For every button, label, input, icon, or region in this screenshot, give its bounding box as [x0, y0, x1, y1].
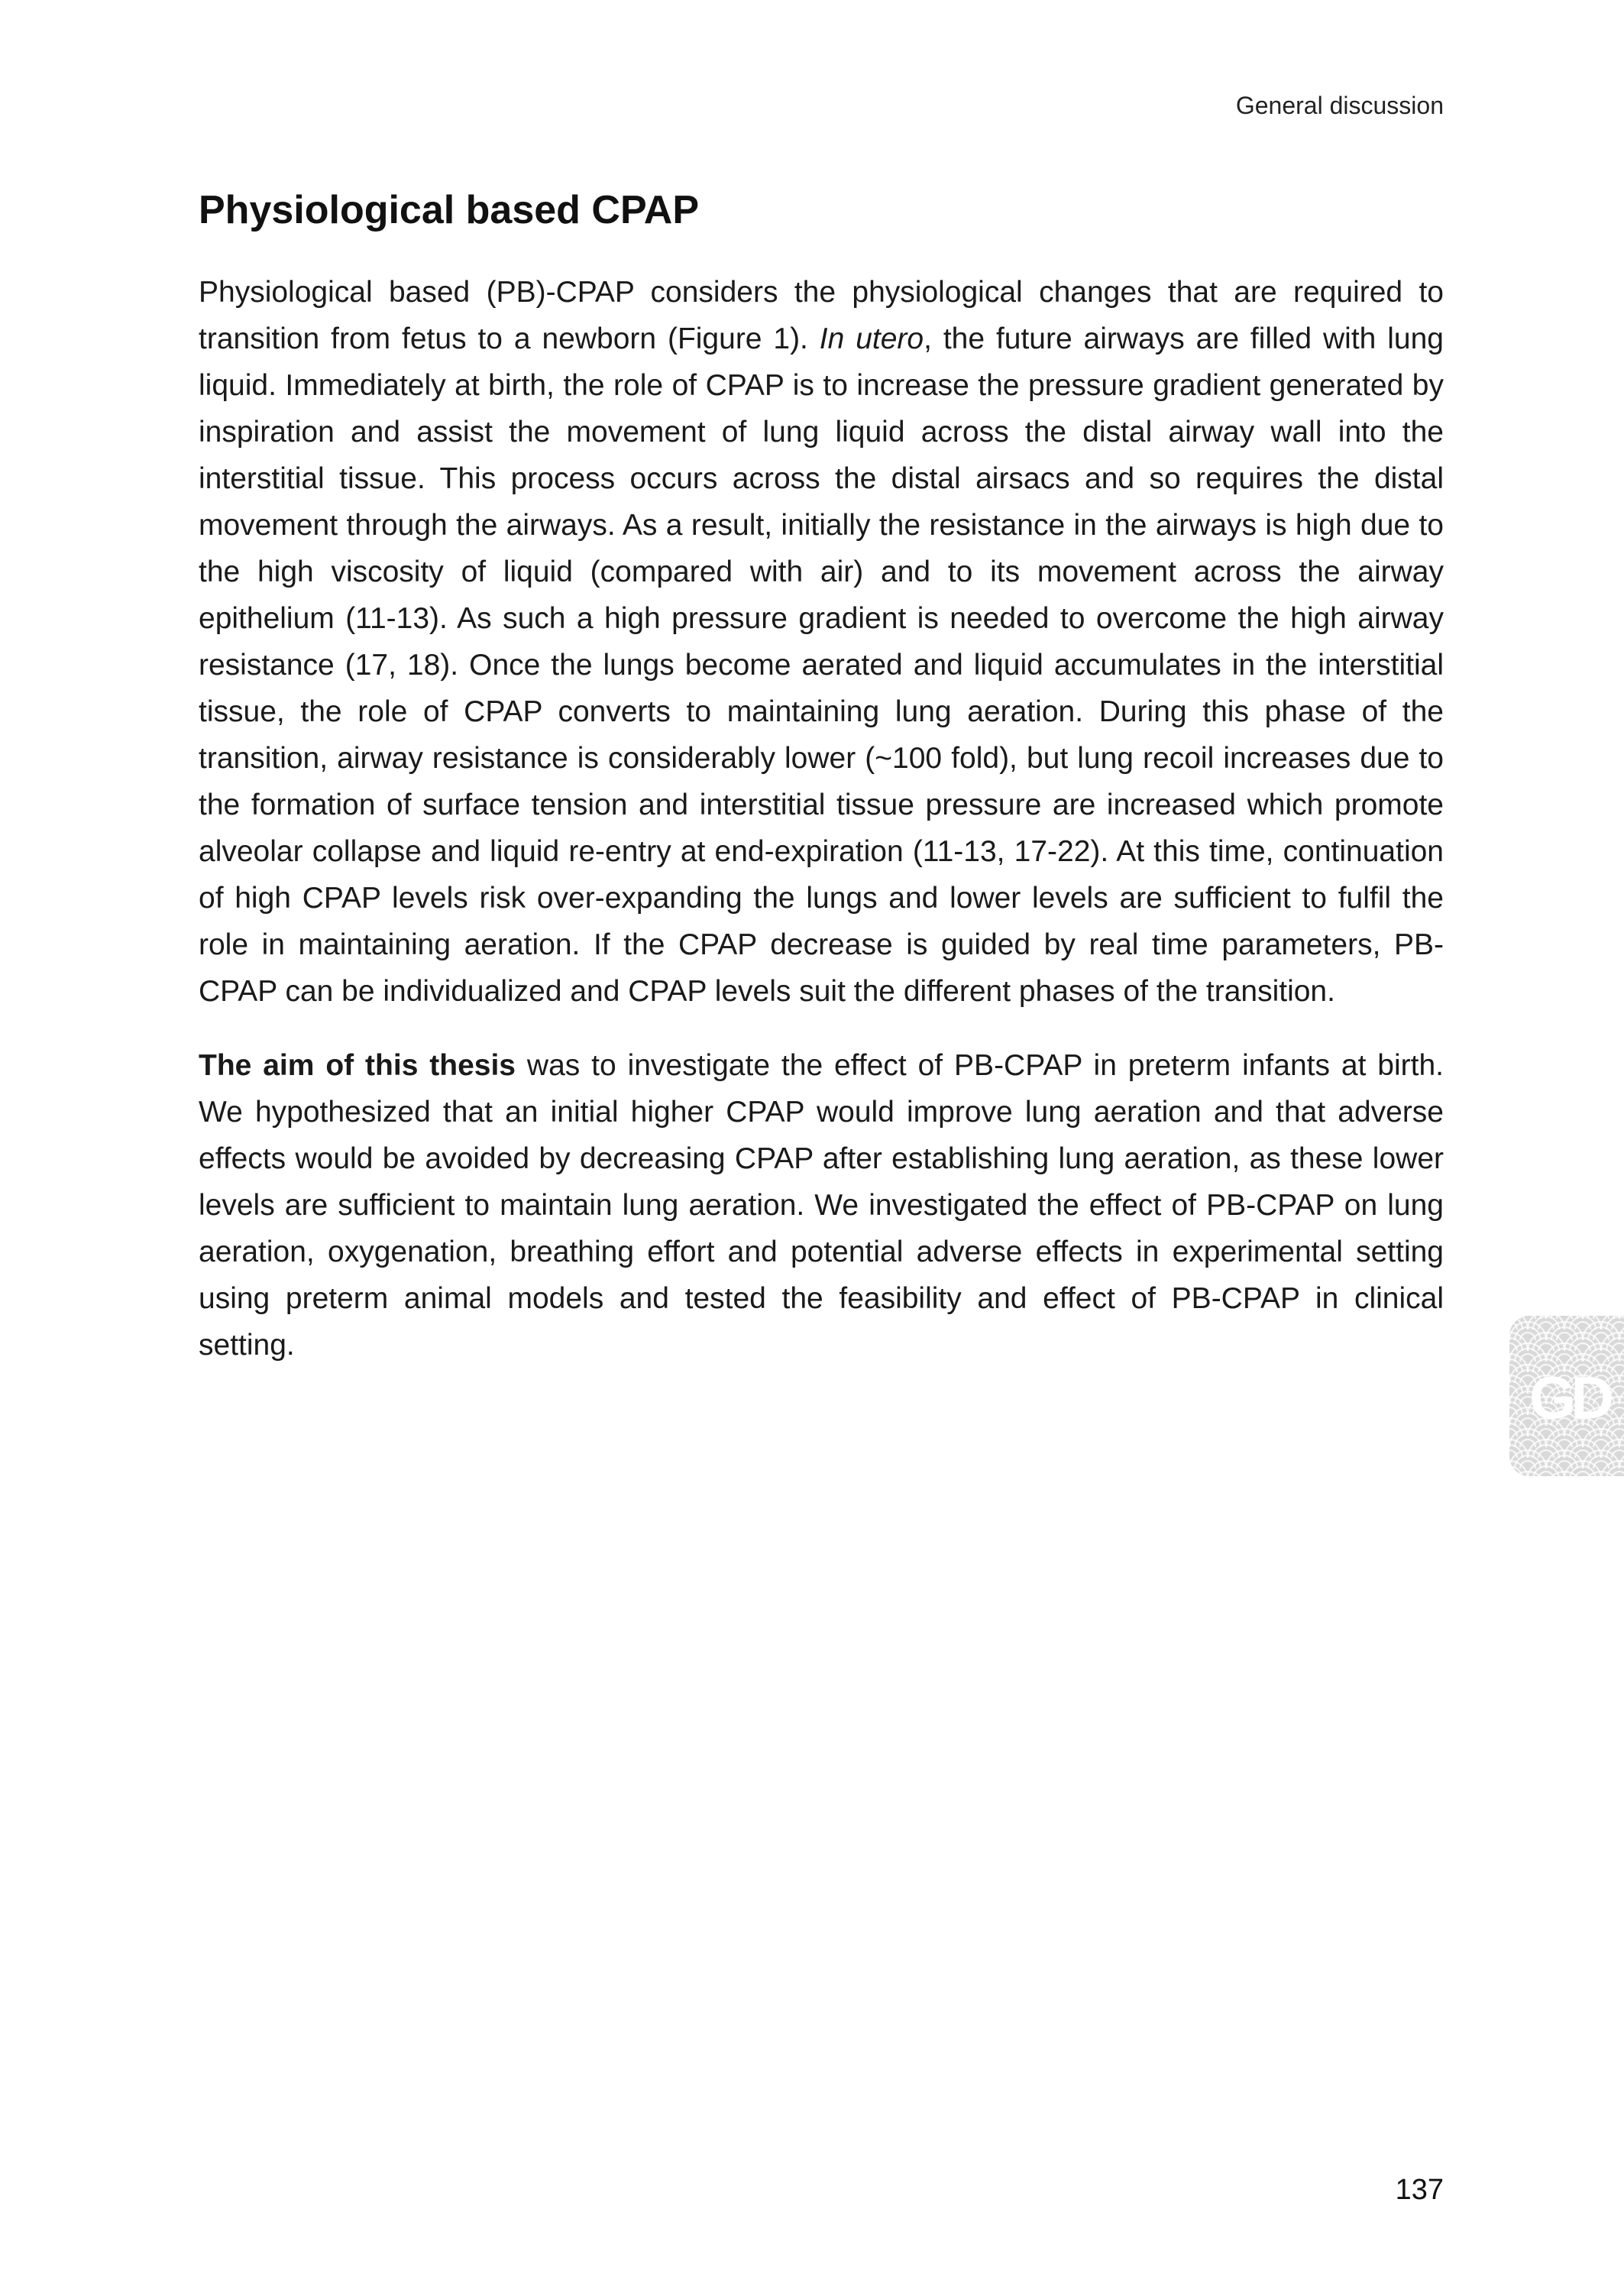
- italic-term: In utero: [819, 322, 924, 355]
- wave-arc: [1515, 1316, 1541, 1319]
- text-run: , the future airways are filled with lung liquid. Immediately at birth, the role of CPAP is to increase the pressure gradient generated by inspiration and assist the movement of lung liquid across the distal airway wall into the interstitial tissue. This process occurs across the distal airsacs and so requires the distal movement through the airways. As a result, initially the resistance in the airways is high due to the high viscosity of liquid (compared with air) and to its movement across the airway epithelium (11-13). As such a high pressure gradient is needed to overcome the high airway resistance (17, 18). Once the lungs become aerated and liquid accumulates in the interstitial tissue, the role of CPAP converts to maintaining lung aeration. During this phase of the transition, airway resistance is considerably lower (~100 fold), but lung recoil increases due to the formation of surface tension and interstitial tissue pressure are increased which promote alveolar collapse and liquid re-entry at end-expiration (11-13, 17-22). At this time, continuation of high CPAP levels risk over-expanding the lungs and lower levels are sufficient to fulfil the role in maintaining aeration. If the CPAP decrease is guided by real time parameters, PB-CPAP can be individualized and CPAP levels suit the different phases of the transition.: [199, 322, 1444, 1008]
- wave-arc: [1588, 1316, 1614, 1319]
- text-run: was to investigate the effect of PB-CPAP in preterm infants at birth. We hypothesized that an initial higher CPAP would improve lung aeration and that adverse effects would be avoided by decreasing CPAP after establishing lung aeration, as these lower levels are sufficient to maintain lung aeration. We investigated the effect of PB-CPAP on lung aeration, oxygenation, breathing effort and potential adverse effects in experimental setting using preterm animal models and tested the feasibility and effect of PB-CPAP in clinical setting.: [199, 1049, 1444, 1362]
- wave-arc: [1538, 1472, 1554, 1476]
- running-header: General discussion: [1235, 92, 1444, 119]
- wave-arc: [1575, 1472, 1590, 1476]
- body-text: [199, 269, 1444, 1368]
- thumb-tab-label: GD: [1529, 1364, 1609, 1431]
- text-run: Physiological based (PB)-CPAP considers the physiological changes that are required to transition from fetus to a newborn (Figure 1).: [199, 276, 1444, 355]
- wave-arc: [1551, 1316, 1577, 1319]
- page-number: 137: [1395, 2174, 1444, 2206]
- chapter-thumb-tab: [1509, 1316, 1624, 1476]
- paragraph: [199, 269, 1444, 1015]
- section-title: Physiological based CPAP: [199, 188, 700, 232]
- paragraph: [199, 1042, 1444, 1368]
- bold-lead-in: The aim of this thesis: [199, 1049, 516, 1082]
